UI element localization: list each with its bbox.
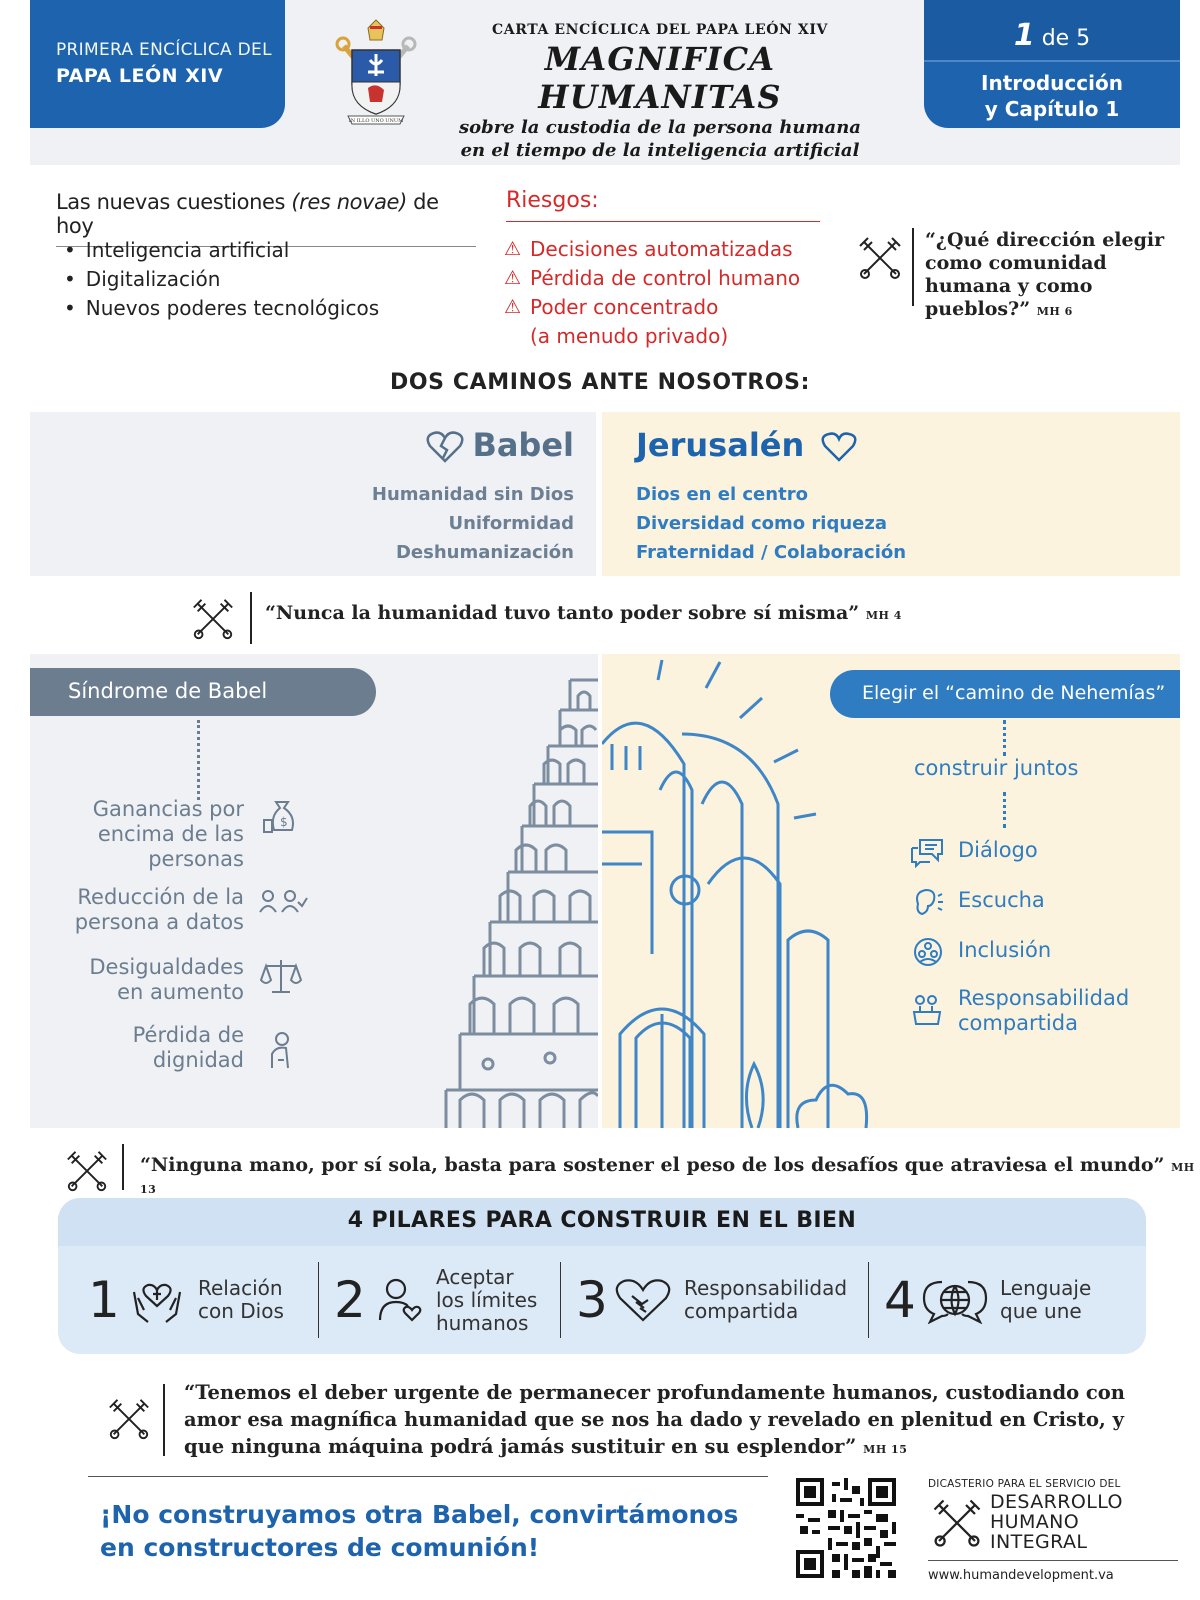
item-line: dignidad bbox=[152, 1048, 244, 1072]
svg-text:IN ILLO UNO UNUM: IN ILLO UNO UNUM bbox=[348, 118, 404, 124]
dicastery-divider bbox=[928, 1560, 1178, 1561]
svg-text:$: $ bbox=[280, 815, 288, 829]
list-item: • Nuevos poderes tecnológicos bbox=[64, 294, 379, 323]
quote-ref: MH 15 bbox=[863, 1443, 908, 1456]
dotted-connector bbox=[1003, 792, 1006, 828]
listening-icon bbox=[912, 886, 944, 918]
slogan-line: ¡No construyamos otra Babel, convirtámonos bbox=[100, 1500, 739, 1529]
page-of: de 5 bbox=[1041, 26, 1091, 51]
pillar-item bbox=[576, 1260, 847, 1340]
quote-no-hand bbox=[140, 1154, 1200, 1198]
item-line: encima de las bbox=[97, 822, 244, 846]
warning-icon: ⚠ bbox=[504, 267, 522, 289]
encyclical-subtitle-1: sobre la custodia de la persona humana bbox=[459, 117, 861, 138]
speech-globe-icon bbox=[922, 1276, 988, 1324]
risk-item bbox=[504, 235, 800, 264]
item-line: personas bbox=[148, 847, 244, 871]
dotted-connector bbox=[197, 720, 200, 800]
risk-label: Pérdida de control humano bbox=[530, 266, 801, 290]
item-line: compartida bbox=[958, 1011, 1078, 1035]
quote-remain-human bbox=[184, 1379, 1134, 1463]
first-encyclical-line2: PAPA LEÓN XIV bbox=[56, 65, 224, 87]
pillar-number: 3 bbox=[576, 1271, 608, 1329]
footer-divider bbox=[88, 1476, 768, 1477]
hands-heart-cross-icon bbox=[130, 1276, 184, 1324]
list-item: Humanidad sin Dios bbox=[371, 484, 574, 505]
crossed-keys-icon bbox=[190, 596, 236, 642]
list-item: Uniformidad bbox=[448, 513, 574, 534]
first-encyclical-line1: PRIMERA ENCÍCLICA DEL bbox=[56, 40, 272, 60]
crossed-keys-icon bbox=[856, 234, 904, 282]
babel-syndrome-label: Síndrome de Babel bbox=[30, 668, 376, 716]
pillar-divider bbox=[318, 1262, 319, 1338]
encyclical-title-block bbox=[440, 22, 880, 162]
quote-ref: MH 6 bbox=[1036, 305, 1073, 318]
quote-divider bbox=[122, 1144, 124, 1190]
pillar-number: 4 bbox=[884, 1271, 916, 1329]
nehemiah-path-label: Elegir el “camino de Nehemías” bbox=[830, 670, 1180, 718]
babel-name: Babel bbox=[472, 426, 574, 464]
syndrome-item bbox=[34, 797, 244, 872]
quote-ref: MH 13 bbox=[140, 1161, 1195, 1196]
nehemiah-item: Diálogo bbox=[958, 838, 1038, 862]
quote-power bbox=[265, 602, 902, 624]
babel-heading bbox=[370, 426, 574, 464]
risks-list bbox=[504, 235, 800, 351]
quote-text: “¿Qué dirección elegir como comunidad humana y como pueblos?” bbox=[925, 229, 1165, 320]
dicastery-line: HUMANO bbox=[990, 1511, 1080, 1533]
crossed-keys-icon bbox=[930, 1496, 984, 1550]
new-questions-title-post: de hoy bbox=[56, 190, 439, 238]
pillar-label: humanos bbox=[436, 1310, 529, 1335]
risk-label: Poder concentrado bbox=[530, 295, 719, 319]
pillar-divider bbox=[560, 1262, 561, 1338]
jerusalem-heading bbox=[636, 426, 857, 464]
quote-text: “Nunca la humanidad tuvo tanto poder sobre sí misma” bbox=[265, 602, 860, 624]
list-item: • Inteligencia artificial bbox=[64, 236, 379, 265]
qr-code-icon[interactable] bbox=[796, 1478, 900, 1582]
jerusalem-illustration bbox=[602, 654, 882, 1128]
pillar-label: Responsabilidad bbox=[684, 1276, 848, 1300]
pillar-label: compartida bbox=[684, 1299, 799, 1323]
dicastery-name bbox=[990, 1492, 1123, 1552]
tower-of-babel-illustration bbox=[430, 660, 598, 1128]
syndrome-item bbox=[34, 955, 244, 1005]
papal-coat-of-arms-icon bbox=[334, 18, 418, 130]
nehemiah-item: Escucha bbox=[958, 888, 1045, 912]
crossed-keys-icon bbox=[64, 1148, 110, 1194]
page-counter bbox=[924, 0, 1180, 62]
dialogue-icon bbox=[910, 838, 944, 868]
item-line: Reducción de la bbox=[77, 885, 244, 909]
section-line2: y Capítulo 1 bbox=[984, 97, 1120, 121]
item-line: Ganancias por bbox=[92, 797, 244, 821]
warning-icon: ⚠ bbox=[504, 238, 522, 260]
crossed-keys-icon bbox=[106, 1396, 152, 1442]
item-line: en aumento bbox=[117, 980, 244, 1004]
jerusalem-items bbox=[636, 480, 906, 567]
risk-label-extra: (a menudo privado) bbox=[530, 324, 729, 348]
risk-item bbox=[504, 293, 800, 351]
risk-label: Decisiones automatizadas bbox=[530, 237, 793, 261]
encyclical-subtitle-2: en el tiempo de la inteligencia artificial bbox=[460, 140, 860, 161]
risks-title: Riesgos: bbox=[506, 188, 820, 222]
first-encyclical-tag bbox=[30, 0, 285, 128]
inclusion-icon bbox=[912, 936, 944, 968]
section-line1: Introducción bbox=[981, 71, 1123, 95]
new-questions-list bbox=[64, 236, 379, 323]
pillar-label: que une bbox=[1000, 1299, 1082, 1323]
pillar-label: Relación bbox=[198, 1276, 283, 1300]
dotted-connector bbox=[1003, 720, 1006, 756]
heart-icon bbox=[821, 431, 857, 463]
website-link[interactable]: www.humandevelopment.va bbox=[928, 1568, 1114, 1583]
pillar-divider bbox=[868, 1262, 869, 1338]
list-item: • Digitalización bbox=[64, 265, 379, 294]
pillar-item bbox=[88, 1260, 284, 1340]
encyclical-overline: CARTA ENCÍCLICA DEL PAPA LEÓN XIV bbox=[492, 22, 828, 38]
quote-text: “Ninguna mano, por sí sola, basta para sostener el peso de los desafíos que atraviesa el mundo” bbox=[140, 1154, 1165, 1176]
quote-direction bbox=[925, 229, 1195, 323]
item-line: Responsabilidad bbox=[958, 986, 1130, 1010]
handshake-heart-icon bbox=[614, 1276, 672, 1324]
person-heart-icon bbox=[376, 1276, 424, 1324]
item-line: Pérdida de bbox=[132, 1023, 244, 1047]
pillar-item bbox=[334, 1260, 537, 1340]
people-data-icon bbox=[258, 888, 308, 916]
scales-icon bbox=[260, 956, 302, 996]
syndrome-item bbox=[34, 1023, 244, 1073]
new-questions-title-italic: (res novae) bbox=[291, 190, 407, 214]
new-questions-title-pre: Las nuevas cuestiones bbox=[56, 190, 292, 214]
pillar-item bbox=[884, 1260, 1091, 1340]
dicastery-small-label: DICASTERIO PARA EL SERVICIO DEL bbox=[928, 1478, 1121, 1490]
jerusalem-name: Jerusalén bbox=[636, 426, 805, 464]
sad-person-icon bbox=[264, 1030, 296, 1070]
pillar-label: Lenguaje bbox=[1000, 1276, 1092, 1300]
quote-ref: MH 4 bbox=[865, 609, 902, 622]
page-indicator bbox=[924, 0, 1180, 128]
syndrome-item bbox=[34, 885, 244, 935]
encyclical-title: MAGNIFICA HUMANITAS bbox=[538, 40, 782, 116]
babel-items bbox=[330, 480, 574, 567]
nehemiah-item: Inclusión bbox=[958, 938, 1052, 962]
pillars-title: 4 PILARES PARA CONSTRUIR EN EL BIEN bbox=[58, 1198, 1146, 1246]
pillar-number: 1 bbox=[88, 1271, 120, 1329]
nehemiah-item bbox=[958, 986, 1129, 1036]
quote-divider bbox=[912, 228, 914, 306]
risk-item bbox=[504, 264, 800, 293]
money-bag-icon bbox=[262, 800, 298, 836]
closing-slogan bbox=[100, 1498, 780, 1564]
two-paths-title: DOS CAMINOS ANTE NOSOTROS: bbox=[389, 370, 811, 395]
dicastery-line: INTEGRAL bbox=[990, 1531, 1088, 1553]
quote-divider bbox=[250, 592, 252, 644]
broken-heart-icon bbox=[426, 430, 464, 464]
pillar-label: con Dios bbox=[198, 1299, 284, 1323]
pillar-label: Aceptar bbox=[436, 1264, 514, 1289]
shared-responsibility-icon bbox=[910, 992, 944, 1026]
pillar-label: los límites bbox=[436, 1287, 538, 1312]
build-together-label: construir juntos bbox=[914, 756, 1079, 780]
slogan-line: en constructores de comunión! bbox=[100, 1533, 540, 1562]
list-item: Dios en el centro bbox=[636, 484, 808, 505]
list-item: Fraternidad / Colaboración bbox=[636, 542, 907, 563]
page-number: 1 bbox=[1013, 18, 1035, 53]
quote-divider bbox=[163, 1384, 165, 1456]
dicastery-line: DESARROLLO bbox=[990, 1491, 1123, 1513]
item-line: Desigualdades bbox=[89, 955, 244, 979]
pillar-number: 2 bbox=[334, 1271, 366, 1329]
item-line: persona a datos bbox=[74, 910, 244, 934]
list-item: Diversidad como riqueza bbox=[636, 513, 887, 534]
warning-icon: ⚠ bbox=[504, 296, 522, 318]
quote-text: “Tenemos el deber urgente de permanecer profundamente humanos, custodiando con amor esa magnífica humanidad que se nos ha dado y revelado en plenitud en Cristo, y que ninguna máquina podrá jamás sustituir en su esplendor” bbox=[184, 1381, 1125, 1458]
list-item: Deshumanización bbox=[395, 542, 574, 563]
